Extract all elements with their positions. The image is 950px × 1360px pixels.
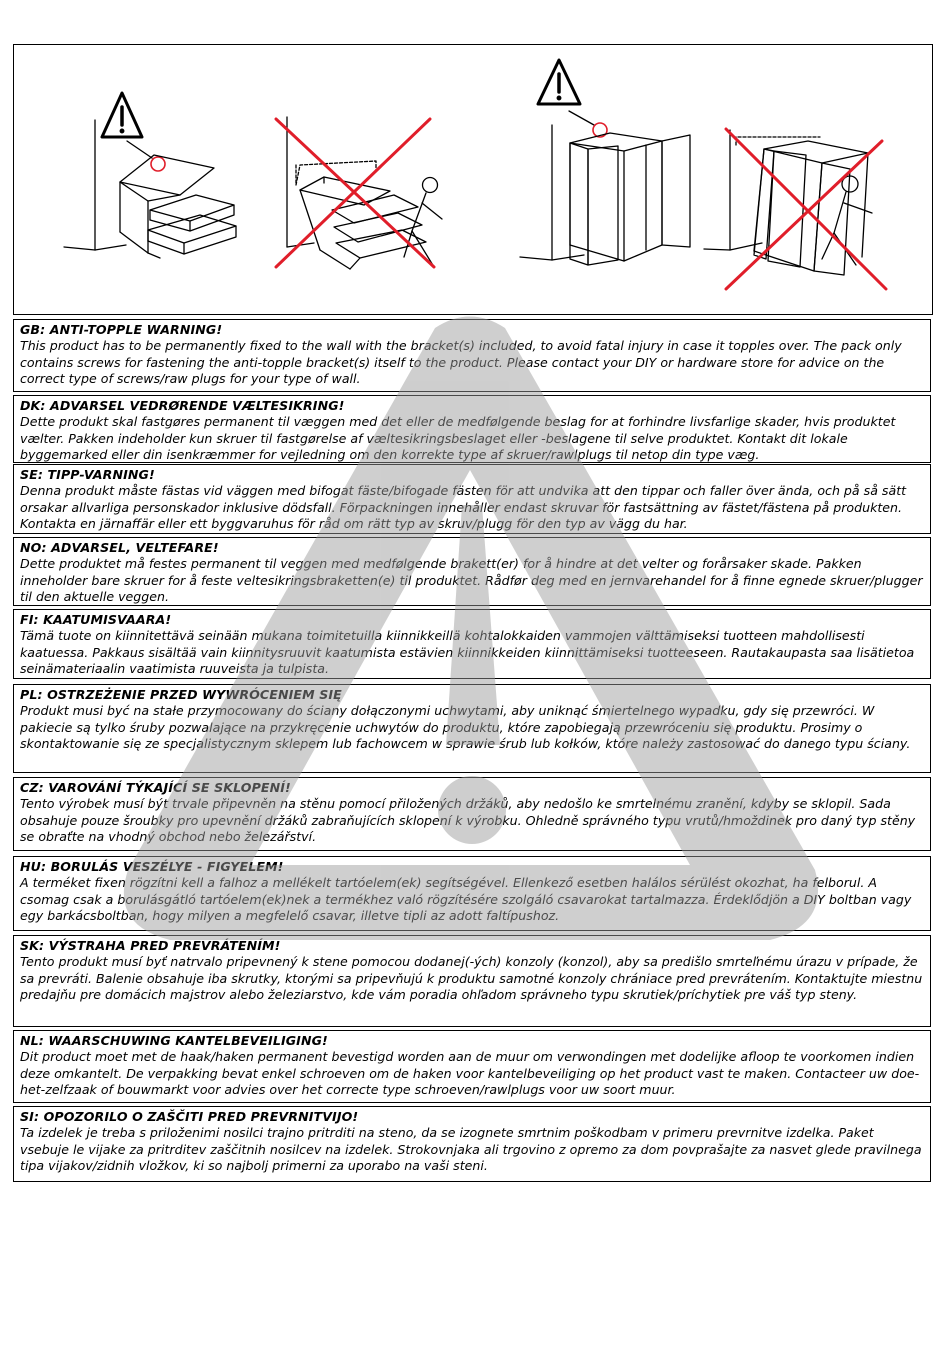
warning-title: GB: ANTI-TOPPLE WARNING! xyxy=(20,322,223,337)
warning-text: Denna produkt måste fästas vid väggen med bifogat fäste/bifogade fästen för att undvika att den tippar och faller över ända, och på så sätt orsakar allvarliga personskador inklusive dödsfall. Förpackningen innehåller endast skruvar för fastsättning av fästet/fästena på produkten. Kontakta en järnaffär eller ett byggvaruhus för råd om rätt typ av skruv/plugg för den typ av vägg du har. xyxy=(20,483,907,531)
warning-block-nl xyxy=(13,1030,931,1103)
warning-block-cz xyxy=(13,777,931,851)
warning-title: PL: OSTRZEŻENIE PRZED WYWRÓCENIEM SIĘ xyxy=(20,687,342,702)
warning-block-pl xyxy=(13,684,931,773)
warning-text: Dette produkt skal fastgøres permanent til væggen med det eller de medfølgende beslag for at forhindre livsfarlige skader, hvis produktet vælter. Pakken indeholder kun skruer til fastgørelse af væltesikringsbeslaget eller -beslagene til selve produktet. Kontakt dit lokale byggemarked eller din isenkræmmer for vejledning om den korrekte type af skruer/rawlplugs til netop din type væg. xyxy=(20,414,896,462)
warning-block-sk xyxy=(13,935,931,1027)
warning-triangle-icon xyxy=(538,60,580,104)
warning-triangle-icon xyxy=(102,93,142,137)
warning-title: SE: TIPP-VARNING! xyxy=(20,467,155,482)
warning-title: CZ: VAROVÁNÍ TÝKAJÍCÍ SE SKLOPENÍ! xyxy=(20,780,291,795)
dresser-toppling-illustration xyxy=(276,117,442,269)
warning-title: SI: OPOZORILO O ZAŠČITI PRED PREVRNITVIJO! xyxy=(20,1109,359,1124)
warning-text: Dit product moet met de haak/haken permanent bevestigd worden aan de muur om verwondingen met dodelijke afloop te voorkomen indien deze omkantelt. De verpakking bevat enkel schroeven om de haken voor kantelbeveiliging op het product vast te maken. Contacteer uw doe-het-zelfzaak of bouwmarkt voor advies over het correcte type schroeven/rawlplugs voor uw soort muur. xyxy=(20,1049,920,1097)
warning-title: NO: ADVARSEL, VELTEFARE! xyxy=(20,540,219,555)
warning-text: A terméket fixen rögzítni kell a falhoz a mellékelt tartóelem(ek) segítségével. Ellenkező esetben halálos sérülést okozhat, ha felborul. A csomag csak a borulásgátló tartóelem(ek)nek a termékhez való rögzítésére szolgáló csavarokat tartalmazza. Érdeklődjön a DIY boltban vagy egy barkácsboltban, hogy milyen a megfelelő csavar, illetve tipli az adott faltípushoz. xyxy=(20,875,912,923)
warning-title: DK: ADVARSEL VEDRØRENDE VÆLTESIKRING! xyxy=(20,398,345,413)
wardrobe-toppling-illustration xyxy=(704,129,886,289)
warning-block-gb xyxy=(13,319,931,392)
warning-text: Tento výrobek musí být trvale připevněn na stěnu pomocí přiložených držáků, aby nedošlo ke smrtelnému zranění, kdyby se sklopil. Sada obsahuje pouze šroubky pro upevnění držáků zabraňujících sklopení k výrobku. Ohledně správného typu vrutů/hmoždinek pro daný typ stěny se obraťte na vhodný obchod nebo železářství. xyxy=(20,796,916,844)
warning-block-no xyxy=(13,537,931,606)
warning-block-si xyxy=(13,1106,931,1182)
warning-text: Tämä tuote on kiinnitettävä seinään mukana toimitetuilla kiinnikkeillä kohtalokkaiden vammojen välttämiseksi tuotteen mahdollisesti kaatuessa. Pakkaus sisältää vain kiinnitysruuvit kaatumista estävien kiinnikkeiden kiinnittämiseksi tuotteeseen. Rautakaupasta saa lisätietoa seinämateriaalin vaatimista ruuveista ja tulpista. xyxy=(20,628,915,676)
warning-title: FI: KAATUMISVAARA! xyxy=(20,612,172,627)
warning-text: Ta izdelek je treba s priloženimi nosilci trajno pritrditi na steno, da se izognete smrtnim poškodbam v primeru prevrnitve izdelka. Paket vsebuje le vijake za pritrditev zaščitnih nosilcev na izdelek. Strokovnjaka ali trgovino z opremo za dom povprašajte za nasvet glede pravilnega tipa vijakov/zidnih vložkov, ki so najbolj primerni za uporabo na vaši steni. xyxy=(20,1125,922,1173)
warning-text: This product has to be permanently fixed to the wall with the bracket(s) included, to avoid fatal injury in case it topples over. The pack only contains screws for fastening the anti-topple bracket(s) itself to the product. Please contact your DIY or hardware store for advice on the correct type of screws/raw plugs for your type of wall. xyxy=(20,338,902,386)
illustration-panel xyxy=(13,44,933,315)
warning-block-dk xyxy=(13,395,931,463)
warning-text: Produkt musi być na stałe przymocowany do ściany dołączonymi uchwytami, aby uniknąć śmiertelnego wypadku, gdy się przewróci. W pakiecie są tylko śruby pozwalające na przykręcenie uchwytów do produktu, które zapobiegają przewróceniu się produktu. Prosimy o skontaktowanie się ze specjalistycznym sklepem lub fachowcem w sprawie śrub lub kołków, które należy zastosować do danego typu ściany. xyxy=(20,703,911,751)
warning-title: NL: WAARSCHUWING KANTELBEVEILIGING! xyxy=(20,1033,328,1048)
warning-text: Dette produktet må festes permanent til veggen med medfølgende brakett(er) for å hindre at det velter og forårsaker skade. Pakken inneholder bare skruer for å feste veltesikringsbraketten(e) til produktet. Rådfør deg med en jernvarehandel for å finne egnede skruer/plugger til den aktuelle veggen. xyxy=(20,556,923,604)
warning-title: SK: VÝSTRAHA PRED PREVRÁTENÍM! xyxy=(20,938,281,953)
warning-block-se xyxy=(13,464,931,534)
warning-block-hu xyxy=(13,856,931,931)
wardrobe-fixed-illustration xyxy=(520,60,690,265)
warning-title: HU: BORULÁS VESZÉLYE - FIGYELEM! xyxy=(20,859,284,874)
dresser-fixed-illustration xyxy=(64,93,236,258)
warning-text: Tento produkt musí byť natrvalo pripevnený k stene pomocou dodanej(-ých) konzoly (konzol), aby sa predišlo smrteľnému úrazu v prípade, že sa prevráti. Balenie obsahuje iba skrutky, ktorými sa pripevňujú k produktu samotné konzoly chrániace pred prevrátením. Kontaktujte miestnu predajňu pre domácich majstrov alebo železiarstvo, kde vám poradia ohľadom správneho typu skrutiek/príchytiek pre váš typ steny. xyxy=(20,954,923,1002)
warning-block-fi xyxy=(13,609,931,679)
illustrations-svg xyxy=(14,45,932,314)
